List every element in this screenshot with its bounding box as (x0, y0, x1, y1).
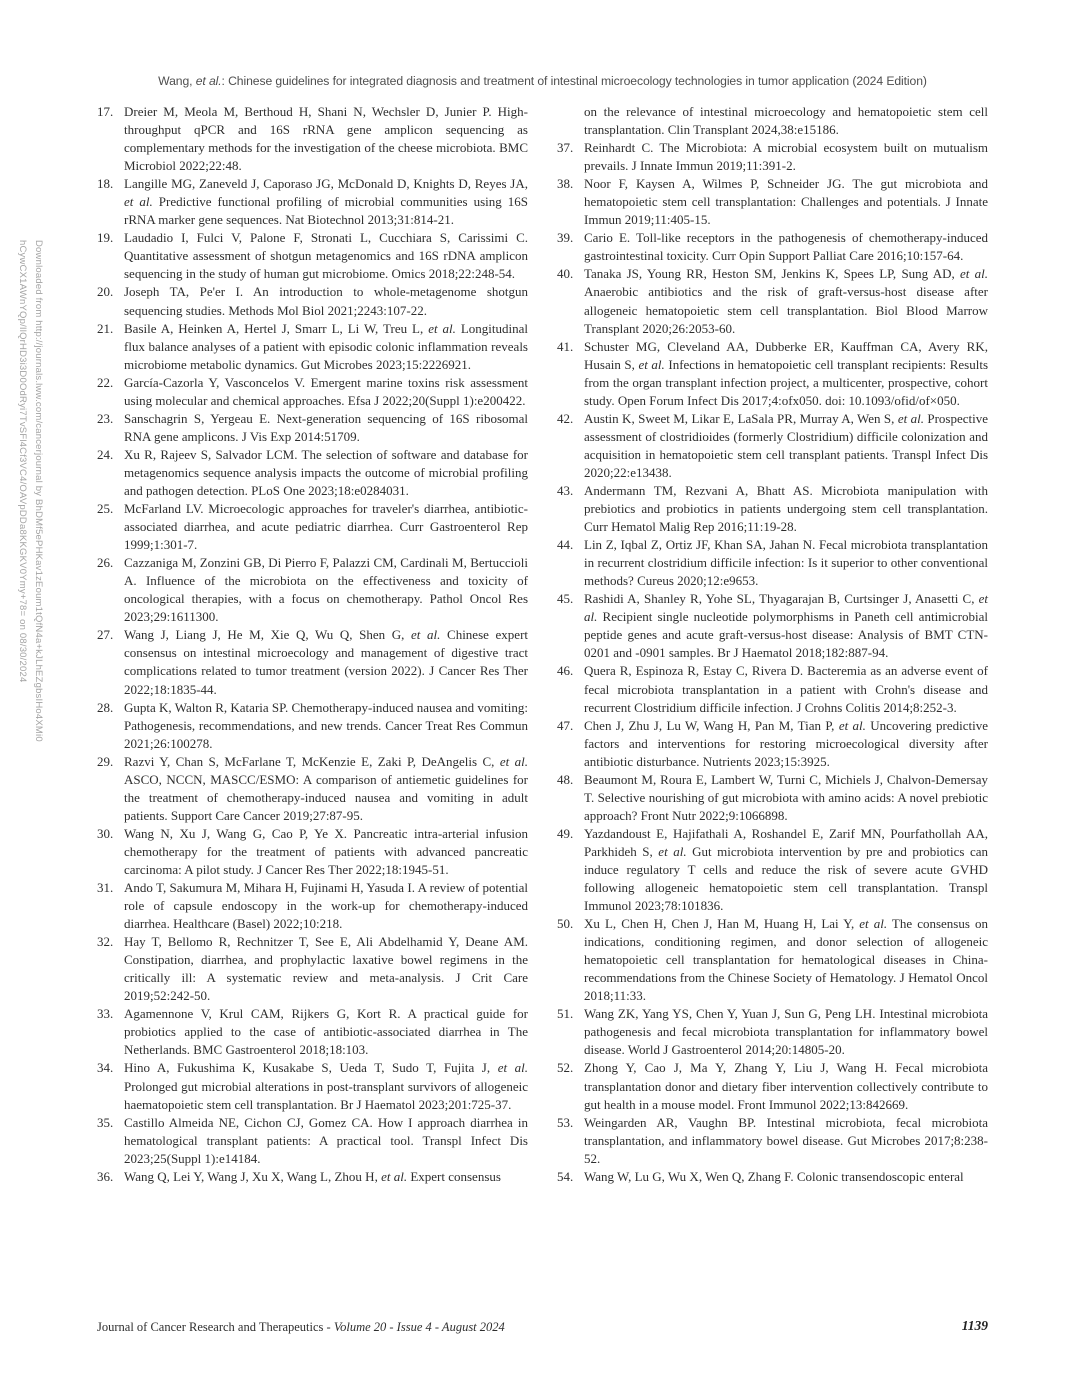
reference-item (97, 175, 528, 229)
reference-item (557, 410, 988, 482)
reference-item (97, 229, 528, 283)
reference-item (557, 1059, 988, 1113)
reference-number: 37. (557, 140, 574, 156)
reference-columns (97, 103, 988, 1186)
reference-text: Joseph TA, Pe'er I. An introduction to whole-metagenome shotgun sequencing studies. Methods Mol Biol 2021;2243:107-22. (124, 284, 528, 318)
reference-number: 32. (97, 934, 114, 950)
reference-item (97, 410, 528, 446)
reference-text: McFarland LV. Microecologic approaches for traveler's diarrhea, antibiotic-associated diarrhea, and acute pediatric diarrhea. Curr Gastroenterol Rep 1999;1:301-7. (124, 501, 528, 553)
reference-number: 36. (97, 1168, 114, 1184)
reference-text: Andermann TM, Rezvani A, Bhatt AS. Microbiota manipulation with prebiotics and probiotics in patients undergoing stem cell transplantation. Curr Hematol Malig Rep 2016;11:19-28. (584, 482, 988, 535)
reference-text: Noor F, Kaysen A, Wilmes P, Schneider JG. The gut microbiota and hematopoietic stem cell transplantation: Challenges and potentials. J Innate Immun 2019;11:405-15. (584, 176, 988, 228)
reference-item (557, 717, 988, 771)
footer-issue-info: Volume 20 - Issue 4 - August 2024 (333, 1320, 505, 1334)
reference-text: Basile A, Heinken A, Hertel J, Smarr L, Li W, Treu L, et al. Longitudinal flux balance analyses of a patient with episodic colonic inflammation reveals microbiome metabolic dynamics. Gut Microbes 2023;15:2226921. (124, 320, 528, 372)
reference-item (557, 915, 988, 1005)
reference-item (97, 103, 528, 175)
reference-text: Xu R, Rajeev S, Salvador LCM. The selection of software and database for metagenomics sequence analysis impacts the outcome of microbial profiling and pathogen detection. PLoS One 2023;18:e0284031. (124, 446, 528, 498)
reference-text: Rashidi A, Shanley R, Yohe SL, Thyagarajan B, Curtsinger J, Anasetti C, et al. Recipient single nucleotide polymorphisms in Paneth cell antimicrobial peptide genes and acute graft-versus-host disease: Analysis of BMT CTN-0201 and -0901 samples. Br J Haematol 2018;182:887-94. (584, 591, 988, 661)
reference-text: Wang N, Xu J, Wang G, Cao P, Ye X. Pancreatic intra-arterial infusion chemotherapy for the treatment of patients with advanced pancreatic carcinoma: A pilot study. J Cancer Res Ther 2022;18:1945-51. (124, 825, 528, 877)
reference-number: 30. (97, 825, 114, 841)
reference-text: Wang ZK, Yang YS, Chen Y, Yuan J, Sun G, Peng LH. Intestinal microbiota pathogenesis and fecal microbiota transplantation for inflammatory bowel disease. World J Gastroenterol 2014;20:14805-20. (584, 1006, 988, 1058)
reference-item (97, 1059, 528, 1113)
reference-item (97, 753, 528, 825)
reference-number (557, 103, 584, 139)
reference-number: 25. (97, 501, 114, 517)
reference-item (557, 825, 988, 915)
reference-item (557, 771, 988, 825)
reference-text: Gupta K, Walton R, Kataria SP. Chemotherapy-induced nausea and vomiting: Pathogenesis, recommendations, and new trends. Cancer Treat Res Commun 2021;26:100278. (124, 699, 528, 751)
reference-number: 39. (557, 230, 574, 246)
reference-number: 38. (557, 176, 574, 192)
reference-number: 47. (557, 717, 574, 733)
reference-text: Wang W, Lu G, Wu X, Wen Q, Zhang F. Colonic transendoscopic enteral (584, 1168, 964, 1184)
reference-item (97, 879, 528, 933)
reference-number: 44. (557, 537, 574, 553)
reference-text: Chen J, Zhu J, Lu W, Wang H, Pan M, Tian P, et al. Uncovering predictive factors and interventions for restoring microecological diversity after antibiotic disturbance. Nutrients 2023;15:3925. (584, 717, 988, 769)
reference-number: 26. (97, 555, 114, 571)
reference-number: 46. (557, 663, 574, 679)
reference-number: 21. (97, 320, 114, 336)
download-watermark (14, 240, 46, 900)
footer-journal-name: Journal of Cancer Research and Therapeutics (97, 1320, 324, 1334)
reference-text: Agamennone V, Krul CAM, Rijkers G, Kort R. A practical guide for probiotics applied to the case of antibiotic-associated diarrhea in The Netherlands. BMC Gastroenterol 2018;18:103. (124, 1006, 528, 1058)
reference-item (97, 446, 528, 500)
reference-text: Hino A, Fukushima K, Kusakabe S, Ueda T, Sudo T, Fujita J, et al. Prolonged gut microbial alterations in post-transplant survivors of allogeneic haematopoietic stem cell transplantation. Br J Haematol 2023;201:725-37. (124, 1060, 528, 1112)
reference-number: 52. (557, 1060, 574, 1076)
reference-number: 49. (557, 825, 574, 841)
reference-item (97, 825, 528, 879)
reference-text: Ando T, Sakumura M, Mihara H, Fujinami H, Yasuda I. A review of potential role of capsule endoscopy in the work-up for chemotherapy-induced diarrhea. Healthcare (Basel) 2022;10:218. (124, 880, 528, 932)
reference-text: Castillo Almeida NE, Cichon CJ, Gomez CA. How I approach diarrhea in hematological transplant patients: A practical tool. Transpl Infect Dis 2023;25(Suppl 1):e14184. (124, 1114, 528, 1166)
reference-item (557, 139, 988, 175)
reference-text: Beaumont M, Roura E, Lambert W, Turni C, Michiels J, Chalvon-Demersay T. Selective nourishing of gut microbiota with amino acids: A novel prebiotic approach? Front Nutr 2022;9:1066898. (584, 771, 988, 823)
reference-text: Cario E. Toll-like receptors in the pathogenesis of chemotherapy-induced gastrointestinal toxicity. Curr Opin Support Palliat Care 2016;10:157-64. (584, 230, 988, 264)
reference-item (557, 338, 988, 410)
reference-item (557, 229, 988, 265)
reference-number: 53. (557, 1114, 574, 1130)
reference-item (97, 320, 528, 374)
reference-text: Reinhardt C. The Microbiota: A microbial ecosystem built on mutualism prevails. J Innate Immun 2019;11:391-2. (584, 140, 988, 174)
reference-number: 18. (97, 176, 114, 192)
reference-text: Weingarden AR, Vaughn BP. Intestinal microbiota, fecal microbiota transplantation, and inflammatory bowel disease. Gut Microbes 2017;8:238-52. (584, 1114, 988, 1166)
reference-item (557, 482, 988, 536)
reference-item (557, 1168, 988, 1186)
reference-number: 33. (97, 1006, 114, 1022)
reference-number: 51. (557, 1006, 574, 1022)
references-column-right (557, 103, 988, 1186)
reference-text: García-Cazorla Y, Vasconcelos V. Emergent marine toxins risk assessment using molecular and chemical approaches. Efsa J 2022;20(Suppl 1):e200422. (124, 374, 528, 408)
watermark-line-2: hCywCX1AWnYQp/IlQrHD3i3D0OdRyi7TvSFl4Cf3VC4/OAVpDDa8KKGKV0Ymy+78= on 08/30/2024 (17, 240, 28, 683)
reference-text: Quera R, Espinoza R, Estay C, Rivera D. Bacteremia as an adverse event of fecal microbiota transplantation in a patient with Crohn's disease and recurrent Clostridium difficile infection. J Crohns Colitis 2014;8:252-3. (584, 663, 988, 715)
reference-text: Dreier M, Meola M, Berthoud H, Shani N, Wechsler D, Junier P. High-throughput qPCR and 16S rRNA gene amplicon sequencing as complementary methods for the investigation of the cheese microbiota. BMC Microbiol 2022;22:48. (124, 104, 528, 174)
reference-text: Yazdandoust E, Hajifathali A, Roshandel E, Zarif MN, Pourfathollah AA, Parkhideh S, et al. Gut microbiota intervention by pre and probiotics can induce regulatory T cells and reduce the risk of severe acute GVHD following allogeneic hematopoietic stem cell transplantation. Transpl Immunol 2023;78:101836. (584, 825, 988, 914)
reference-number: 24. (97, 446, 114, 462)
reference-item (557, 536, 988, 590)
reference-item (557, 103, 988, 139)
running-head-etal: et al. (195, 74, 222, 88)
reference-text: Sanschagrin S, Yergeau E. Next-generation sequencing of 16S ribosomal RNA gene amplicons. J Vis Exp 2014:51709. (124, 410, 528, 444)
reference-item (97, 1168, 528, 1186)
reference-number: 19. (97, 230, 114, 246)
reference-text: Razvi Y, Chan S, McFarlane T, McKenzie E, Zaki P, DeAngelis C, et al. ASCO, NCCN, MASCC/ESMO: A comparison of antiemetic guidelines for the treatment of chemotherapy-induced nausea and vomiting in adult patients. Support Care Cancer 2019;27:87-95. (124, 753, 528, 823)
reference-item (557, 1114, 988, 1168)
running-head-title: : Chinese guidelines for integrated diagnosis and treatment of intestinal microecology technologies in tumor application (2024 Edition) (221, 74, 927, 88)
reference-text: Tanaka JS, Young RR, Heston SM, Jenkins K, Spees LP, Sung AD, et al. Anaerobic antibiotics and the risk of graft-versus-host disease after allogeneic hematopoietic stem cell transplantation. Biol Blood Marrow Transplant 2020;26:2053-60. (584, 266, 988, 336)
reference-item (97, 1005, 528, 1059)
reference-number: 31. (97, 880, 114, 896)
reference-text: Xu L, Chen H, Chen J, Han M, Huang H, Lai Y, et al. The consensus on indications, conditioning regimen, and donor selection of allogeneic hematopoietic cell transplantation for hematological diseases in China-recommendations from the Chinese Society of Hematology. J Hematol Oncol 2018;11:33. (584, 916, 988, 1004)
reference-text: Laudadio I, Fulci V, Palone F, Stronati L, Cucchiara S, Carissimi C. Quantitative assessment of shotgun metagenomics and 16S rDNA amplicon sequencing in the study of human gut microbiome. Omics 2018;22:248-54. (124, 230, 528, 282)
reference-text: Hay T, Bellomo R, Rechnitzer T, See E, Ali Abdelhamid Y, Deane AM. Constipation, diarrhea, and prophylactic laxative bowel regimens in the critically ill: A systematic review and meta-analysis. J Crit Care 2019;52:242-50. (124, 934, 528, 1004)
reference-item (97, 699, 528, 753)
reference-text: Schuster MG, Cleveland AA, Dubberke ER, Kauffman CA, Avery RK, Husain S, et al. Infections in hematopoietic cell transplant recipients: Results from the organ transplant infection project, a multicenter, prospective, cohort study. Open Forum Infect Dis 2017;4:ofx050. doi: 10.1093/ofid/of×050. (584, 338, 989, 408)
reference-text: Cazzaniga M, Zonzini GB, Di Pierro F, Palazzi CM, Cardinali M, Bertuccioli A. Influence of the microbiota on the effectiveness and toxicity of oncological therapies, with a focus on chemotherapy. Pathol Oncol Res 2023;29:1611300. (124, 555, 528, 625)
reference-number: 54. (557, 1168, 574, 1184)
footer-separator: - (323, 1320, 334, 1334)
reference-number: 23. (97, 410, 114, 426)
reference-item (97, 626, 528, 698)
reference-number: 41. (557, 338, 574, 354)
reference-text: Wang Q, Lei Y, Wang J, Xu X, Wang L, Zhou H, et al. Expert consensus (124, 1168, 501, 1184)
reference-number: 40. (557, 266, 574, 282)
page-number: 1139 (961, 1318, 988, 1333)
reference-number: 29. (97, 753, 114, 769)
reference-number: 20. (97, 284, 114, 300)
reference-item (97, 554, 528, 626)
watermark-line-1: Downloaded from http://journals.lww.com/cancerjournal by BhDMf5ePHKav1zEoum1tQfN4a+kJLhEZgbsIHo4XMi0 (33, 240, 44, 742)
reference-text: Wang J, Liang J, He M, Xie Q, Wu Q, Shen G, et al. Chinese expert consensus on intestinal microecology and management of digestive tract complications related to tumor treatment (version 2022). J Cancer Res Ther 2022;18:1835-44. (124, 627, 529, 697)
reference-text: Langille MG, Zaneveld J, Caporaso JG, McDonald D, Knights D, Reyes JA, et al. Predictive functional profiling of microbial communities using 16S rRNA marker gene sequences. Nat Biotechnol 2013;31:814-21. (124, 176, 528, 228)
reference-number: 48. (557, 771, 574, 787)
reference-number: 27. (97, 627, 114, 643)
reference-number: 43. (557, 482, 574, 498)
references-column-left (97, 103, 528, 1186)
reference-item (557, 662, 988, 716)
running-head (97, 74, 988, 88)
reference-number: 42. (557, 410, 574, 426)
reference-text: Lin Z, Iqbal Z, Ortiz JF, Khan SA, Jahan N. Fecal microbiota transplantation in recurrent clostridium difficile infection: Is it superior to other conventional methods? Cureus 2020;12:e9653. (584, 537, 988, 589)
reference-number: 22. (97, 374, 114, 390)
reference-number: 50. (557, 916, 574, 932)
reference-number: 45. (557, 591, 574, 607)
reference-text: Austin K, Sweet M, Likar E, LaSala PR, Murray A, Wen S, et al. Prospective assessment of clostridioides (formerly Clostridium) difficile colonization and acquisition in hematopoietic stem cell transplant patients. Transpl Infect Dis 2020;22:e13438. (584, 410, 988, 480)
reference-item (97, 374, 528, 410)
reference-number: 28. (97, 699, 114, 715)
reference-item (557, 590, 988, 662)
reference-item (97, 1114, 528, 1168)
reference-text: on the relevance of intestinal microecology and hematopoietic stem cell transplantation. Clin Transplant 2024,38:e15186. (584, 104, 988, 138)
reference-text: Zhong Y, Cao J, Ma Y, Zhang Y, Liu J, Wang H. Fecal microbiota transplantation donor and dietary fiber intervention collectively contribute to gut health in a mouse model. Front Immunol 2022;13:842669. (584, 1060, 988, 1112)
running-head-authors: Wang, (158, 74, 196, 88)
reference-item (97, 283, 528, 319)
reference-number: 34. (97, 1060, 114, 1076)
reference-item (557, 265, 988, 337)
reference-number: 35. (97, 1114, 114, 1130)
reference-item (557, 175, 988, 229)
reference-number: 17. (97, 104, 114, 119)
reference-item (97, 500, 528, 554)
reference-item (557, 1005, 988, 1059)
reference-item (97, 933, 528, 1005)
